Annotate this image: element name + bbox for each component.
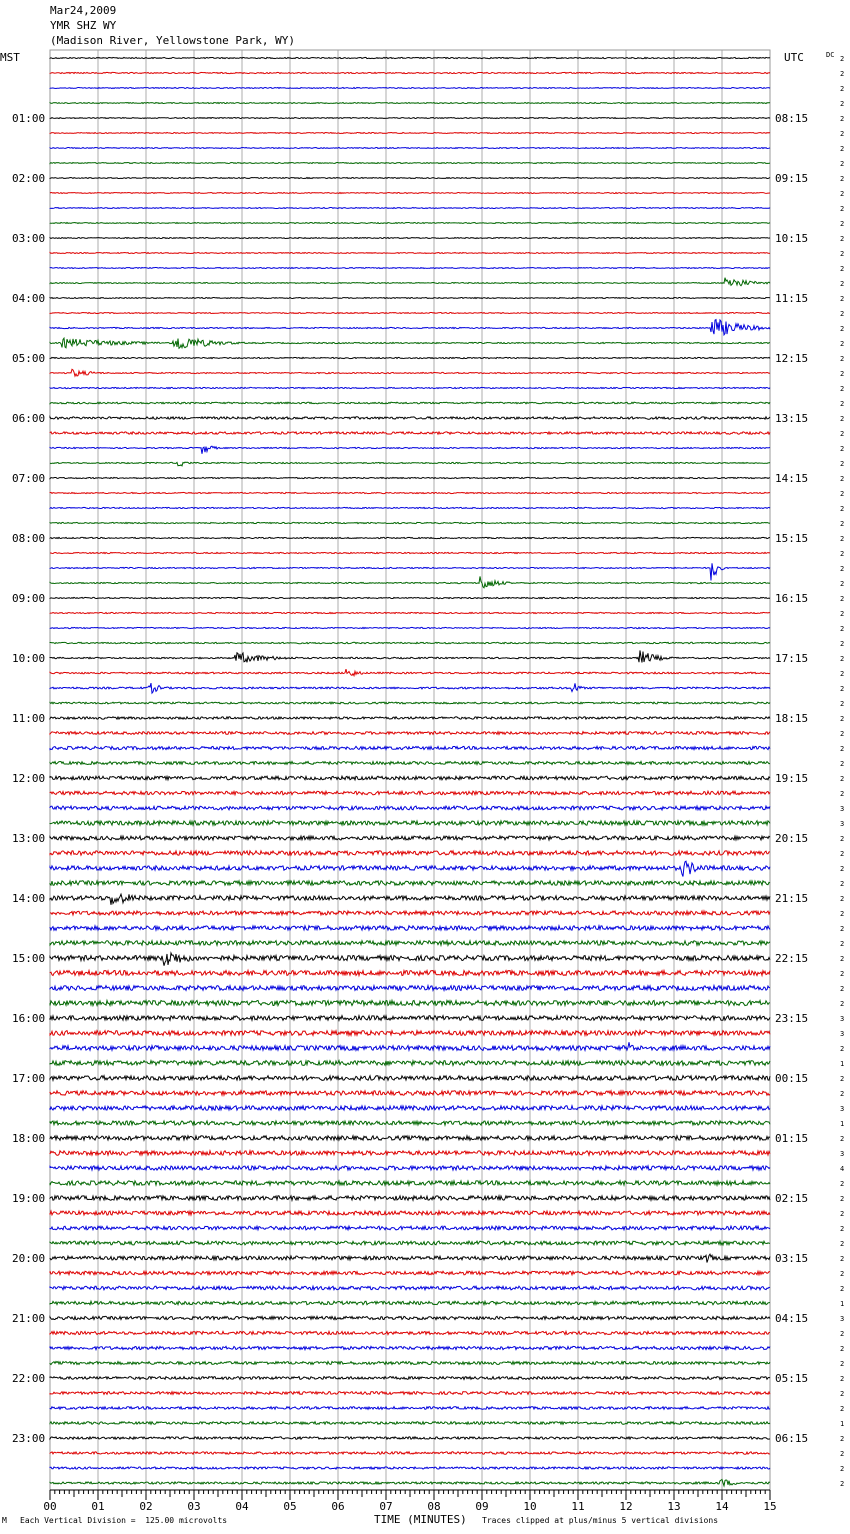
dc-value: 2 xyxy=(840,565,845,573)
dc-value: 2 xyxy=(840,400,845,408)
x-tick-label: 03 xyxy=(187,1500,201,1513)
seismic-trace xyxy=(50,492,770,493)
x-tick-label: 12 xyxy=(619,1500,633,1513)
dc-value: 3 xyxy=(840,805,845,813)
dc-value: 2 xyxy=(840,220,845,228)
dc-value: 2 xyxy=(840,1345,845,1353)
seismic-trace xyxy=(50,953,770,966)
dc-value: 2 xyxy=(840,1480,845,1488)
dc-value: 2 xyxy=(840,1090,845,1098)
dc-value: 2 xyxy=(840,460,845,468)
dc-value: 2 xyxy=(840,310,845,318)
dc-value: 2 xyxy=(840,280,845,288)
seismic-trace xyxy=(50,597,770,598)
seismic-trace xyxy=(50,462,770,466)
right-hour-label: 13:15 xyxy=(775,412,809,425)
seismic-trace xyxy=(50,1286,770,1290)
dc-value: 3 xyxy=(840,1105,845,1113)
seismic-trace xyxy=(50,762,770,765)
seismic-trace xyxy=(50,507,770,508)
dc-value: 2 xyxy=(840,1195,845,1203)
seismic-trace xyxy=(50,1331,770,1334)
seismic-trace xyxy=(50,1241,770,1245)
dc-value: 2 xyxy=(840,1225,845,1233)
x-tick-label: 08 xyxy=(427,1500,441,1513)
seismic-trace xyxy=(50,971,770,976)
dc-value: 2 xyxy=(840,475,845,483)
seismic-trace xyxy=(50,72,770,73)
left-hour-label: 01:00 xyxy=(12,112,46,125)
seismic-trace xyxy=(50,1479,770,1485)
dc-value: 2 xyxy=(840,745,845,753)
dc-value: 2 xyxy=(840,850,845,858)
left-hour-label: 15:00 xyxy=(12,952,46,965)
dc-value: 2 xyxy=(840,940,845,948)
dc-value: 2 xyxy=(840,925,845,933)
dc-value: 2 xyxy=(840,190,845,198)
mst-label: MST xyxy=(0,51,20,64)
seismic-trace xyxy=(50,702,770,704)
seismic-trace xyxy=(50,1016,770,1021)
dc-value: 2 xyxy=(840,490,845,498)
dc-value: 2 xyxy=(840,790,845,798)
right-hour-label: 11:15 xyxy=(775,292,809,305)
seismic-trace xyxy=(50,746,770,749)
seismic-trace xyxy=(50,1076,770,1081)
right-hour-label: 06:15 xyxy=(775,1432,809,1445)
right-hour-label: 18:15 xyxy=(775,712,809,725)
left-hour-label: 13:00 xyxy=(12,832,46,845)
dc-value: 2 xyxy=(840,1405,845,1413)
right-hour-label: 22:15 xyxy=(775,952,809,965)
dc-value: 2 xyxy=(840,685,845,693)
seismic-trace xyxy=(50,732,770,735)
right-hour-label: 19:15 xyxy=(775,772,809,785)
seismic-trace xyxy=(50,1362,770,1365)
seismic-trace xyxy=(50,1301,770,1304)
dc-value: 2 xyxy=(840,1390,845,1398)
dc-value: 2 xyxy=(840,670,845,678)
dc-value: 2 xyxy=(840,175,845,183)
seismic-trace xyxy=(50,941,770,946)
seismic-trace xyxy=(50,1000,770,1005)
dc-value: 1 xyxy=(840,1060,845,1068)
dc-value: 2 xyxy=(840,955,845,963)
x-tick-label: 14 xyxy=(715,1500,729,1513)
x-tick-label: 06 xyxy=(331,1500,345,1513)
dc-label: DC xyxy=(826,51,835,59)
dc-value: 2 xyxy=(840,1360,845,1368)
seismic-trace xyxy=(50,1121,770,1125)
seismic-trace xyxy=(50,1467,770,1469)
seismic-trace xyxy=(50,1422,770,1425)
dc-value: 2 xyxy=(840,895,845,903)
right-hour-label: 10:15 xyxy=(775,232,809,245)
seismic-trace xyxy=(50,417,770,419)
dc-value: 2 xyxy=(840,1270,845,1278)
dc-value: 3 xyxy=(840,820,845,828)
seismic-trace xyxy=(50,178,770,179)
dc-value: 2 xyxy=(840,430,845,438)
left-hour-label: 16:00 xyxy=(12,1012,46,1025)
seismic-trace xyxy=(50,851,770,855)
seismic-trace xyxy=(50,432,770,434)
seismic-trace xyxy=(50,717,770,719)
dc-value: 2 xyxy=(840,730,845,738)
left-hour-label: 17:00 xyxy=(12,1072,46,1085)
dc-value: 2 xyxy=(840,985,845,993)
seismic-trace xyxy=(50,387,770,388)
dc-value: 2 xyxy=(840,580,845,588)
dc-value: 2 xyxy=(840,205,845,213)
seismic-trace xyxy=(50,894,770,905)
seismic-trace xyxy=(50,357,770,358)
x-tick-label: 00 xyxy=(43,1500,57,1513)
dc-value: 2 xyxy=(840,1255,845,1263)
seismic-trace xyxy=(50,1042,770,1050)
seismic-trace xyxy=(50,1254,770,1262)
dc-value: 2 xyxy=(840,505,845,513)
seismic-trace xyxy=(50,253,770,254)
dc-value: 2 xyxy=(840,160,845,168)
left-hour-label: 10:00 xyxy=(12,652,46,665)
seismic-trace xyxy=(50,1392,770,1395)
right-hour-label: 00:15 xyxy=(775,1072,809,1085)
dc-value: 2 xyxy=(840,595,845,603)
seismic-trace xyxy=(50,836,770,840)
seismic-trace xyxy=(50,642,770,643)
seismic-trace xyxy=(50,268,770,269)
date-label: Mar24,2009 xyxy=(50,4,117,17)
dc-value: 2 xyxy=(840,970,845,978)
left-hour-label: 18:00 xyxy=(12,1132,46,1145)
left-hour-label: 12:00 xyxy=(12,772,46,785)
right-hour-label: 17:15 xyxy=(775,652,809,665)
seismic-trace xyxy=(50,1226,770,1230)
left-hour-label: 09:00 xyxy=(12,592,46,605)
x-tick-label: 07 xyxy=(379,1500,393,1513)
dc-value: 2 xyxy=(840,655,845,663)
seismic-trace xyxy=(50,320,770,335)
dc-value: 2 xyxy=(840,340,845,348)
seismic-trace xyxy=(50,1151,770,1155)
dc-value: 2 xyxy=(840,775,845,783)
seismic-trace xyxy=(50,791,770,795)
dc-value: 1 xyxy=(840,1120,845,1128)
left-hour-label: 06:00 xyxy=(12,412,46,425)
right-hour-label: 20:15 xyxy=(775,832,809,845)
dc-value: 2 xyxy=(840,1465,845,1473)
seismic-trace xyxy=(50,1106,770,1110)
seismic-trace xyxy=(50,1377,770,1380)
seismic-trace xyxy=(50,986,770,991)
left-hour-label: 11:00 xyxy=(12,712,46,725)
clip-note: Traces clipped at plus/minus 5 vertical divisions xyxy=(482,1516,719,1525)
left-hour-label: 02:00 xyxy=(12,172,46,185)
dc-value: 2 xyxy=(840,235,845,243)
seismic-trace xyxy=(50,911,770,915)
x-tick-label: 05 xyxy=(283,1500,297,1513)
seismic-trace xyxy=(50,563,770,580)
right-hour-label: 16:15 xyxy=(775,592,809,605)
seismic-trace xyxy=(50,1407,770,1410)
seismic-trace xyxy=(50,338,770,348)
dc-value: 2 xyxy=(840,700,845,708)
right-hour-label: 15:15 xyxy=(775,532,809,545)
dc-value: 2 xyxy=(840,1000,845,1008)
seismic-trace xyxy=(50,238,770,239)
dc-value: 2 xyxy=(840,130,845,138)
right-hour-label: 01:15 xyxy=(775,1132,809,1145)
dc-value: 2 xyxy=(840,880,845,888)
dc-value: 2 xyxy=(840,85,845,93)
dc-value: 2 xyxy=(840,1135,845,1143)
seismic-trace xyxy=(50,522,770,523)
seismic-trace xyxy=(50,298,770,299)
seismic-trace xyxy=(50,118,770,119)
seismic-trace xyxy=(50,57,770,58)
dc-value: 2 xyxy=(840,445,845,453)
seismic-trace xyxy=(50,612,770,613)
dc-value: 2 xyxy=(840,370,845,378)
x-tick-label: 01 xyxy=(91,1500,105,1513)
left-hour-label: 22:00 xyxy=(12,1372,46,1385)
xlabel: TIME (MINUTES) xyxy=(374,1513,467,1526)
seismic-trace xyxy=(50,1437,770,1439)
seismic-trace xyxy=(50,369,770,376)
right-hour-label: 12:15 xyxy=(775,352,809,365)
dc-value: 3 xyxy=(840,1015,845,1023)
dc-value: 2 xyxy=(840,625,845,633)
seismic-trace xyxy=(50,1136,770,1140)
seismic-trace xyxy=(50,776,770,780)
dc-value: 2 xyxy=(840,1285,845,1293)
dc-value: 2 xyxy=(840,610,845,618)
seismic-trace xyxy=(50,1181,770,1185)
dc-value: 2 xyxy=(840,535,845,543)
seismic-trace xyxy=(50,223,770,224)
seismic-trace xyxy=(50,1031,770,1036)
right-hour-label: 14:15 xyxy=(775,472,809,485)
dc-value: 2 xyxy=(840,835,845,843)
seismic-trace xyxy=(50,552,770,553)
dc-value: 2 xyxy=(840,1210,845,1218)
seismic-trace xyxy=(50,163,770,164)
dc-value: 4 xyxy=(840,1165,845,1173)
left-hour-label: 23:00 xyxy=(12,1432,46,1445)
dc-value: 2 xyxy=(840,640,845,648)
seismic-trace xyxy=(50,193,770,194)
seismic-trace xyxy=(50,103,770,104)
left-hour-label: 08:00 xyxy=(12,532,46,545)
left-hour-label: 05:00 xyxy=(12,352,46,365)
dc-value: 2 xyxy=(840,295,845,303)
corner-mark: M xyxy=(2,1516,7,1525)
seismic-trace xyxy=(50,683,770,693)
seismic-trace xyxy=(50,278,770,286)
seismic-trace xyxy=(50,1271,770,1275)
right-hour-label: 04:15 xyxy=(775,1312,809,1325)
seismic-trace xyxy=(50,477,770,478)
left-hour-label: 21:00 xyxy=(12,1312,46,1325)
x-tick-label: 15 xyxy=(763,1500,777,1513)
x-tick-label: 10 xyxy=(523,1500,537,1513)
dc-value: 2 xyxy=(840,145,845,153)
right-hour-label: 23:15 xyxy=(775,1012,809,1025)
seismic-trace xyxy=(50,669,770,676)
station-label: YMR SHZ WY xyxy=(50,19,117,32)
seismic-trace xyxy=(50,402,770,404)
dc-value: 2 xyxy=(840,1435,845,1443)
dc-value: 2 xyxy=(840,55,845,63)
dc-value: 2 xyxy=(840,415,845,423)
left-hour-label: 14:00 xyxy=(12,892,46,905)
dc-value: 2 xyxy=(840,550,845,558)
dc-value: 2 xyxy=(840,1045,845,1053)
seismic-trace xyxy=(50,1316,770,1319)
left-hour-label: 19:00 xyxy=(12,1192,46,1205)
dc-value: 2 xyxy=(840,1450,845,1458)
left-hour-label: 04:00 xyxy=(12,292,46,305)
right-hour-label: 02:15 xyxy=(775,1192,809,1205)
seismic-trace xyxy=(50,650,770,662)
dc-value: 2 xyxy=(840,910,845,918)
dc-value: 2 xyxy=(840,325,845,333)
seismic-trace xyxy=(50,1061,770,1066)
seismic-trace xyxy=(50,208,770,209)
location-label: (Madison River, Yellowstone Park, WY) xyxy=(50,34,296,47)
seismic-trace xyxy=(50,1196,770,1200)
x-tick-label: 13 xyxy=(667,1500,681,1513)
seismic-trace xyxy=(50,821,770,825)
dc-value: 2 xyxy=(840,520,845,528)
seismic-trace xyxy=(50,133,770,134)
dc-value: 2 xyxy=(840,760,845,768)
dc-value: 2 xyxy=(840,865,845,873)
seismic-trace xyxy=(50,576,770,587)
seismic-trace xyxy=(50,537,770,538)
seismic-trace xyxy=(50,806,770,810)
x-tick-label: 02 xyxy=(139,1500,153,1513)
left-hour-label: 20:00 xyxy=(12,1252,46,1265)
dc-value: 2 xyxy=(840,715,845,723)
seismic-trace xyxy=(50,313,770,314)
seismic-trace xyxy=(50,627,770,628)
dc-value: 1 xyxy=(840,1300,845,1308)
dc-value: 2 xyxy=(840,265,845,273)
dc-value: 3 xyxy=(840,1150,845,1158)
scale-note: Each Vertical Division = 125.00 microvolts xyxy=(20,1516,228,1525)
seismic-trace xyxy=(50,88,770,89)
dc-value: 2 xyxy=(840,1180,845,1188)
dc-value: 2 xyxy=(840,70,845,78)
left-hour-label: 03:00 xyxy=(12,232,46,245)
seismic-trace xyxy=(50,1346,770,1349)
right-hour-label: 09:15 xyxy=(775,172,809,185)
utc-label: UTC xyxy=(784,51,804,64)
seismic-trace xyxy=(50,1166,770,1170)
dc-value: 2 xyxy=(840,250,845,258)
seismic-trace xyxy=(50,926,770,930)
dc-value: 2 xyxy=(840,1330,845,1338)
seismic-traces xyxy=(50,57,770,1485)
right-hour-label: 21:15 xyxy=(775,892,809,905)
dc-value: 1 xyxy=(840,1420,845,1428)
dc-value: 2 xyxy=(840,355,845,363)
right-hour-label: 05:15 xyxy=(775,1372,809,1385)
dc-value: 2 xyxy=(840,100,845,108)
seismic-trace xyxy=(50,861,770,876)
dc-value: 2 xyxy=(840,1375,845,1383)
dc-value: 3 xyxy=(840,1030,845,1038)
seismic-trace xyxy=(50,1211,770,1215)
x-tick-label: 11 xyxy=(571,1500,585,1513)
seismic-trace xyxy=(50,148,770,149)
dc-value: 2 xyxy=(840,385,845,393)
seismic-trace xyxy=(50,446,770,454)
dc-value: 2 xyxy=(840,1240,845,1248)
dc-value: 3 xyxy=(840,1315,845,1323)
right-hour-label: 08:15 xyxy=(775,112,809,125)
left-hour-label: 07:00 xyxy=(12,472,46,485)
right-hour-label: 03:15 xyxy=(775,1252,809,1265)
seismic-trace xyxy=(50,1452,770,1454)
seismic-trace xyxy=(50,881,770,885)
time-axis xyxy=(43,1490,776,1513)
seismic-trace xyxy=(50,1091,770,1095)
dc-value: 2 xyxy=(840,115,845,123)
dc-value: 2 xyxy=(840,1075,845,1083)
x-tick-label: 04 xyxy=(235,1500,249,1513)
x-tick-label: 09 xyxy=(475,1500,489,1513)
